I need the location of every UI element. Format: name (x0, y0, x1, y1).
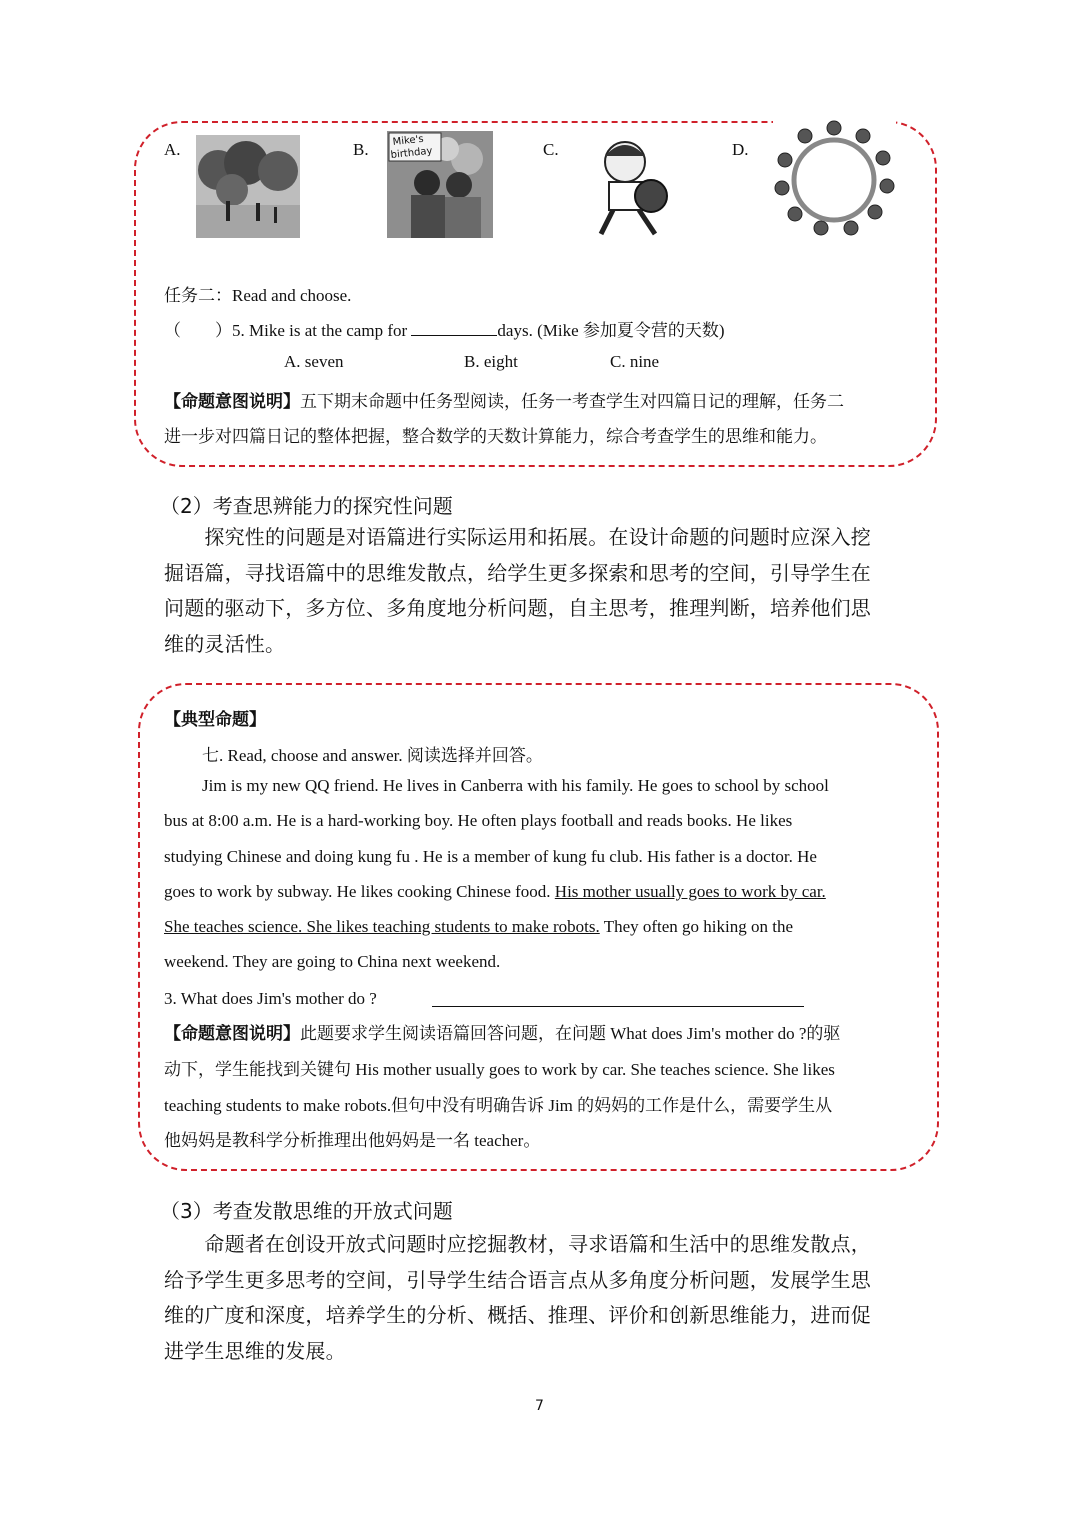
option-c-image (579, 134, 679, 241)
passage-line: Jim is my new QQ friend. He lives in Canberra with his family. He goes to school by school (202, 776, 829, 795)
question-5-suffix: days. (Mike 参加夏令营的天数) (497, 321, 725, 340)
question-3-answer-line[interactable] (432, 1006, 804, 1007)
box1-note-line1: 【命题意图说明】五下期末命题中任务型阅读，任务一考查学生对四篇日记的理解，任务二 (164, 392, 844, 412)
key-sentence: She teaches science. She likes teaching students to make robots. (164, 917, 600, 937)
passage (164, 768, 829, 980)
section2-line: 问题的驱动下，多方位、多角度地分析问题，自主思考，推理判断，培养他们思 (164, 596, 871, 620)
option-b-letter: B. (353, 140, 369, 159)
option-d-image (773, 118, 896, 240)
section2-line: 维的灵活性。 (164, 631, 286, 656)
passage-line: studying Chinese and doing kung fu . He is a member of kung fu club. His father is a doctor. He (164, 846, 817, 866)
section3-paragraph (164, 1227, 871, 1369)
task2-title: 任务二：Read and choose. (164, 286, 352, 305)
section3-heading: （3）考查发散思维的开放式问题 (160, 1199, 453, 1223)
key-sentence: His mother usually goes to work by car. (554, 881, 826, 901)
option-b-image (387, 131, 493, 238)
question-5 (164, 316, 725, 341)
option-a-letter: A. (164, 140, 181, 159)
section2-line: 探究性的问题是对语篇进行实际运用和拓展。在设计命题的问题时应深入挖 (164, 525, 871, 549)
passage-line: She teaches science. She likes teaching students to make robots. They often go hiking on the (164, 917, 794, 937)
section3-line: 进学生思维的发展。 (164, 1338, 346, 1363)
section3-line: 命题者在创设开放式问题时应挖掘教材，寻求语篇和生活中的思维发散点， (164, 1232, 871, 1256)
box1-note-label: 【命题意图说明】 (164, 392, 300, 412)
section3-line: 给予学生更多思考的空间，引导学生结合语言点从多角度分析问题，发展学生思 (164, 1267, 871, 1292)
section2-paragraph (164, 520, 871, 662)
option-c-letter: C. (543, 140, 559, 159)
question-3: 3. What does Jim's mother do ? (164, 989, 377, 1008)
section2-line: 掘语篇，寻找语篇中的思维发散点，给学生更多探索和思考的空间，引导学生在 (164, 560, 871, 585)
box2-label: 【典型命题】 (164, 710, 266, 730)
passage-line: bus at 8:00 a.m. He is a hard-working boy. He often plays football and reads books. He likes (164, 811, 793, 831)
choice-a[interactable]: A. seven (284, 352, 344, 371)
section3-line: 维的广度和深度，培养学生的分析、概括、推理、评价和创新思维能力，进而促 (164, 1303, 871, 1327)
box2-note-label: 【命题意图说明】 (164, 1024, 300, 1044)
box2-note: 【命题意图说明】此题要求学生阅读语篇回答问题，在问题 What does Jim's mother do ?的驱 动下，学生能找到关键句 His mother usually goes to work by car. She teaches science. She likes teaching students to make robots.但句中没有明确告诉 Jim 的妈妈的工作是什么，需要学生从 他妈妈是教科学分析推理出他妈妈是一名 teacher。 (164, 1024, 841, 1150)
svg-text:Mike's: Mike's (392, 133, 425, 148)
section2-heading: （2）考查思辨能力的探究性问题 (160, 494, 453, 518)
box2-instruction: 七. Read, choose and answer. 阅读选择并回答。 (202, 746, 543, 765)
box1-note-line2: 进一步对四篇日记的整体把握，整合数学的天数计算能力，综合考查学生的思维和能力。 (164, 427, 827, 446)
question-5-prefix: （ ）5. Mike is at the camp for (164, 321, 412, 340)
svg-text:birthday: birthday (390, 145, 433, 161)
page-number: 7 (535, 1398, 544, 1414)
option-d-letter: D. (732, 140, 749, 159)
question-5-blank[interactable] (411, 335, 497, 336)
option-a-image (196, 135, 300, 238)
passage-line: weekend. They are going to China next weekend. (164, 952, 501, 972)
passage-line: goes to work by subway. He likes cooking Chinese food. His mother usually goes to work by car. (164, 881, 826, 901)
choice-b[interactable]: B. eight (464, 352, 518, 371)
choice-c[interactable]: C. nine (610, 352, 660, 371)
